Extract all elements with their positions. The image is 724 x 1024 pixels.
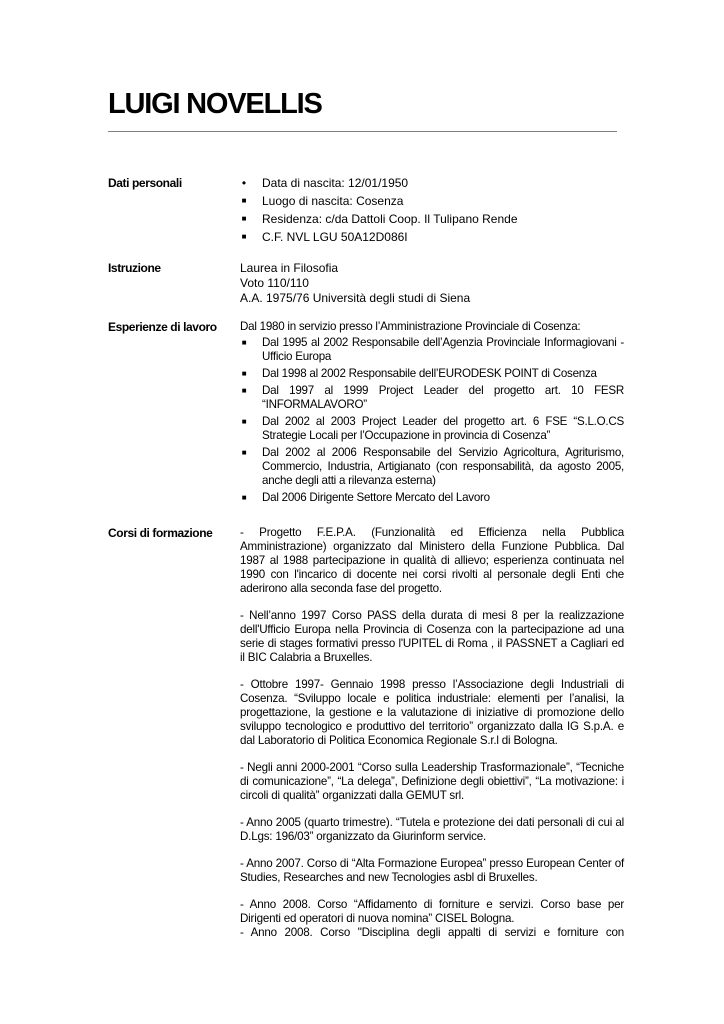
section-label-corsi: Corsi di formazione: [108, 526, 213, 540]
dati-personali-content: [240, 174, 624, 246]
list-item: [240, 228, 624, 246]
list-item: [240, 384, 624, 412]
square-bullet-icon: ■: [241, 232, 247, 241]
experience-item: Dal 2006 Dirigente Settore Mercato del Lavoro: [262, 491, 490, 504]
corsi-content: [240, 526, 624, 940]
course-paragraph: - Anno 2007. Corso di “Alta Formazione Europea” presso European Center of Studies, Researches and new Tecnologies asbl di Bruxelles.: [240, 857, 624, 884]
square-bullet-icon: ■: [241, 369, 247, 378]
course-paragraph: - Negli anni 2000-2001 “Corso sulla Leadership Trasformazionale”, “Tecniche di comunicazione”, “La delega”, Definizione degli obiettivi”, “La motivazione: i circoli di qualità” organizzati dalla GEMUT srl.: [240, 761, 624, 802]
course-paragraph: - Anno 2008. Corso "Disciplina degli appalti di servizi e forniture con: [240, 926, 624, 939]
istruzione-content: [240, 261, 624, 306]
experience-item: Dal 2002 al 2003 Project Leader del progetto art. 6 FSE “S.L.O.CS Strategie Locali per l’Occupazione in provincia di Cosenza”: [262, 415, 624, 442]
course-paragraph: - Progetto F.E.P.A. (Funzionalità ed Efficienza nella Pubblica Amministrazione) organizzato dal Ministero della Funzione Pubblica. Dal 1987 al 1988 partecipazione in qualità di allievo; esperienza continuata nel 1990 con l'incarico di docente nei corsi rivolti al personale degli Enti che aderirono alla seconda fase del progetto.: [240, 526, 624, 595]
course-paragraph: - Anno 2008. Corso “Affidamento di forniture e servizi. Corso base per Dirigenti ed operatori di nuova nomina” CISEL Bologna.: [240, 898, 624, 925]
experience-item: Dal 1997 al 1999 Project Leader del progetto art. 10 FESR “INFORMALAVORO”: [262, 384, 624, 411]
experience-list: [240, 336, 624, 505]
title-divider: [108, 131, 617, 132]
square-bullet-icon: ■: [241, 386, 247, 395]
square-bullet-icon: ■: [241, 417, 247, 426]
list-item: [240, 174, 624, 192]
list-item: [240, 336, 624, 364]
square-bullet-icon: ■: [241, 196, 247, 205]
list-item: [240, 415, 624, 443]
section-label-istruzione: Istruzione: [108, 261, 161, 275]
experience-item: Dal 1995 al 2002 Responsabile dell’Agenzia Provinciale Informagiovani - Ufficio Europa: [262, 336, 624, 363]
course-paragraph: - Nell’anno 1997 Corso PASS della durata di mesi 8 per la realizzazione dell'Ufficio Europa nella Provincia di Cosenza con la partecipazione ad una serie di stages formativi presso l'UPITEL di Roma , il PASSNET a Cagliari ed il BIC Calabria a Bruxelles.: [240, 609, 624, 664]
square-bullet-icon: ■: [241, 448, 247, 457]
list-item: [240, 367, 624, 381]
grade-line: Voto 110/110: [240, 276, 309, 290]
course-paragraph: - Anno 2005 (quarto trimestre). “Tutela e protezione dei dati personali di cui al D.Lgs: 196/03” organizzato da Giurinform service.: [240, 816, 624, 843]
birth-place: Luogo di nascita: Cosenza: [262, 194, 404, 208]
list-item: [240, 192, 624, 210]
round-bullet-icon: •: [241, 176, 247, 190]
fiscal-code: C.F. NVL LGU 50A12D086I: [262, 230, 408, 244]
section-label-dati-personali: Dati personali: [108, 176, 182, 190]
dati-personali-list: [240, 174, 624, 246]
square-bullet-icon: ■: [241, 338, 247, 347]
esperienze-content: [240, 320, 624, 508]
section-label-esperienze: Esperienze di lavoro: [108, 320, 217, 334]
list-item: [240, 210, 624, 228]
square-bullet-icon: ■: [241, 493, 247, 502]
list-item: [240, 491, 624, 505]
experience-item: Dal 2002 al 2006 Responsabile del Servizio Agricoltura, Agriturismo, Commercio, Industria, Artigianato (con responsabilità, da agosto 2005, anche degli atti a rilevanza esterna): [262, 446, 624, 487]
birth-date: Data di nascita: 12/01/1950: [262, 176, 409, 190]
academic-year-line: A.A. 1975/76 Università degli studi di Siena: [240, 291, 471, 305]
course-paragraph: - Ottobre 1997- Gennaio 1998 presso l’Associazione degli Industriali di Cosenza. “Sviluppo locale e politica industriale: elementi per l’analisi, la progettazione, la gestione e la valutazione di iniziative di promozione dello sviluppo tecnologico e produttivo del territorio” organizzato dalla IG S.p.A. e dal Laboratorio di Politica Economica Regionale S.r.l di Bologna.: [240, 678, 624, 747]
experience-item: Dal 1998 al 2002 Responsabile dell’EURODESK POINT di Cosenza: [262, 367, 597, 380]
experience-intro: Dal 1980 in servizio presso l’Amministrazione Provinciale di Cosenza:: [240, 320, 581, 333]
cv-name-title: LUIGI NOVELLIS: [108, 88, 322, 120]
square-bullet-icon: ■: [241, 214, 247, 223]
residence: Residenza: c/da Dattoli Coop. Il Tulipano Rende: [262, 212, 518, 226]
degree-line: Laurea in Filosofia: [240, 261, 339, 275]
list-item: [240, 446, 624, 488]
